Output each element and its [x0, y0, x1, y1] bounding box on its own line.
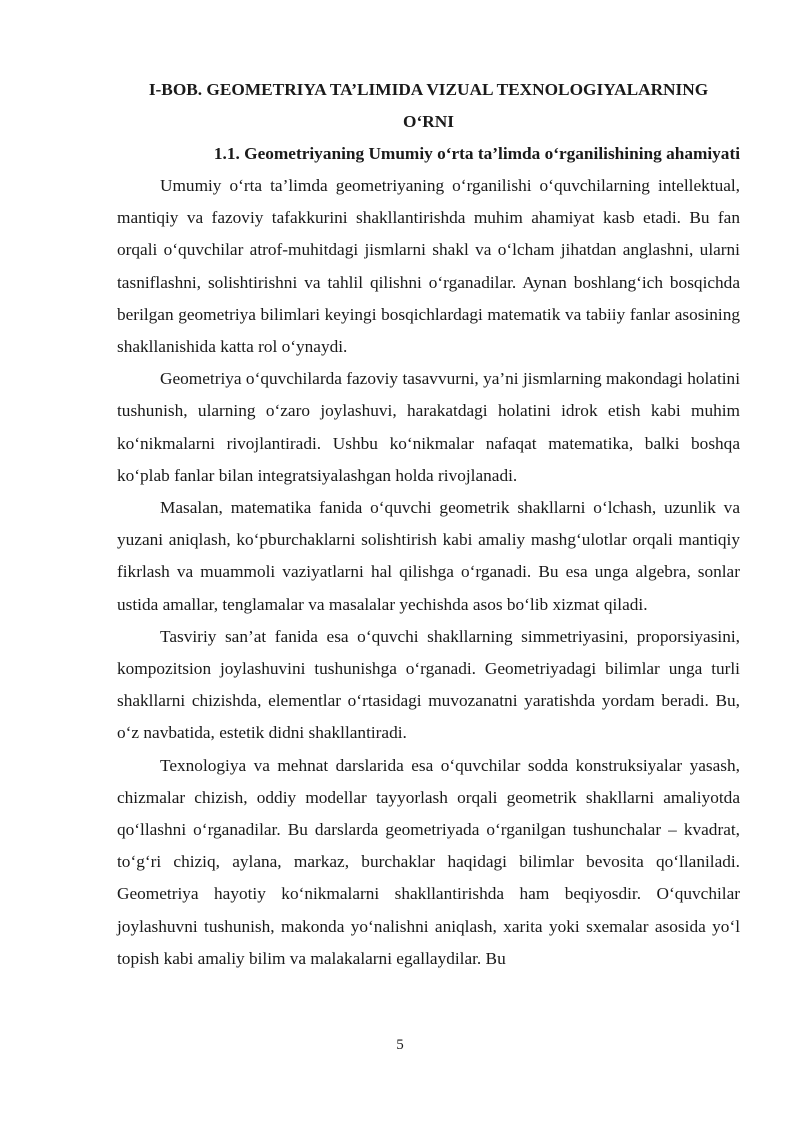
chapter-title-line2: O‘RNI: [403, 112, 454, 131]
paragraph-5: Texnologiya va mehnat darslarida esa o‘quvchilar sodda konstruksiyalar yasash, chizmalar chizish, oddiy modellar tayyorlash orqali geometrik shakllarni amaliyotda qo‘llashni o‘rganadilar. Bu darslarda geometriyada o‘rganilgan tushunchalar – kvadrat, to‘g‘ri chiziq, aylana, markaz, burchaklar haqidagi bilimlar bevosita qo‘llaniladi. Geometriya hayotiy ko‘nikmalarni shakllantirishda ham beqiyosdir. O‘quvchilar joylashuvni tushunish, makonda yo‘nalishni aniqlash, xarita yoki sxemalar asosida yo‘l topish kabi amaliy bilim va malakalarni egallaydilar. Bu: [117, 755, 740, 968]
paragraph-1: Umumiy o‘rta ta’limda geometriyaning o‘rganilishi o‘quvchilarning intellektual, mantiqiy va fazoviy tafakkurini shakllantirishda muhim ahamiyat kasb etadi. Bu fan orqali o‘quvchilar atrof-muhitdagi jismlarni shakl va o‘lcham jihatdan anglashni, ularni tasniflashni, solishtirishni va tahlil qilishni o‘rganadilar. Aynan boshlang‘ich bosqichda berilgan geometriya bilimlari keyingi bosqichlardagi matematik va tabiiy fanlar asosining shakllanishida katta rol o‘ynaydi.: [117, 176, 740, 357]
section-title: 1.1. Geometriyaning Umumiy o‘rta ta’limda o‘rganilishining ahamiyati: [213, 144, 740, 163]
chapter-title-line1: I-BOB. GEOMETRIYA TA’LIMIDA VIZUAL TEXNOLOGIYALARNING: [148, 80, 709, 99]
paragraph-3: Masalan, matematika fanida o‘quvchi geometrik shakllarni o‘lchash, uzunlik va yuzani aniqlash, ko‘pburchaklarni solishtirish kabi amaliy mashg‘ulotlar orqali mantiqiy fikrlash va muammoli vaziyatlarni hal qilishga o‘rganadi. Bu esa unga algebra, sonlar ustida amallar, tenglamalar va masalalar yechishda asos bo‘lib xizmat qiladi.: [117, 498, 740, 614]
document-page: [117, 74, 740, 975]
paragraph-4: Tasviriy san’at fanida esa o‘quvchi shakllarning simmetriyasini, proporsiyasini, kompozitsion joylashuvini tushunishga o‘rganadi. Geometriyadagi bilimlar unga turli shakllarni chizishda, elementlar o‘rtasidagi muvozanatni yaratishda yordam beradi. Bu, o‘z navbatida, estetik didni shakllantiradi.: [117, 626, 740, 743]
page-number: 5: [396, 1037, 404, 1053]
paragraph-2: Geometriya o‘quvchilarda fazoviy tasavvurni, ya’ni jismlarning makondagi holatini tushunish, ularning o‘zaro joylashuvi, harakatdagi holatini idrok etish kabi muhim ko‘nikmalarni rivojlantiradi. Ushbu ko‘nikmalar nafaqat matematika, balki boshqa ko‘plab fanlar bilan integratsiyalashgan holda rivojlanadi.: [117, 369, 740, 485]
